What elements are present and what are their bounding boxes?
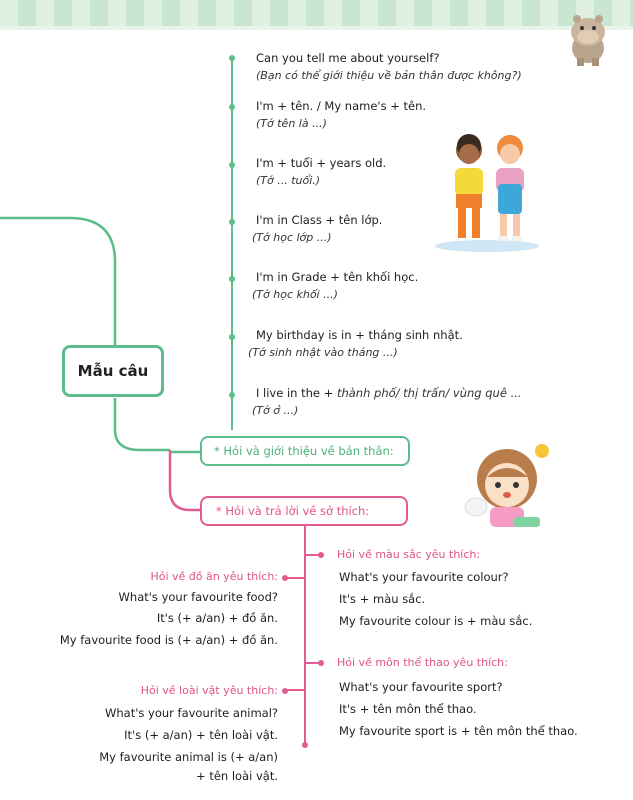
food-heading: Hỏi về đồ ăn yêu thích:	[150, 570, 278, 583]
intro-item-vi: (Bạn có thể giới thiệu về bản thân được không?)	[256, 69, 522, 82]
intro-branch-node	[200, 436, 410, 466]
sport-heading: Hỏi về môn thể thao yêu thích:	[337, 656, 508, 669]
girl-illustration	[462, 437, 557, 532]
animal-line: My favourite animal is (+ a/an)	[99, 750, 278, 764]
root-left-connector	[0, 218, 115, 345]
bullet-dot	[318, 660, 324, 666]
colour-line: What's your favourite colour?	[339, 570, 509, 584]
sport-line: What's your favourite sport?	[339, 680, 503, 694]
bullet-dot	[282, 688, 288, 694]
kids-illustration	[432, 128, 542, 253]
colour-heading: Hỏi về màu sắc yêu thích:	[337, 548, 481, 561]
bullet-dot	[318, 552, 324, 558]
bullet-dot	[282, 575, 288, 581]
animal-line: It's (+ a/an) + tên loài vật.	[124, 728, 278, 742]
bullet-dot	[229, 104, 235, 110]
food-line: What's your favourite food?	[118, 590, 278, 604]
colour-line: It's + màu sắc.	[339, 592, 426, 606]
sport-line: It's + tên môn thể thao.	[339, 702, 477, 716]
bullet-dot	[229, 219, 235, 225]
intro-item-en: I'm + tuổi + years old.	[256, 156, 387, 170]
intro-item-en: My birthday is in + tháng sinh nhật.	[256, 328, 463, 342]
intro-item-en-vi: thành phố/ thị trấn/ vùng quê ...	[336, 386, 522, 400]
intro-item-vi: (Tớ tên là ...)	[256, 117, 327, 130]
intro-item-vi: (Tớ ... tuổi.)	[256, 174, 321, 187]
colour-line: My favourite colour is + màu sắc.	[339, 614, 533, 628]
intro-item-vi: (Tớ học khối ...)	[252, 288, 338, 301]
intro-connector	[170, 450, 200, 452]
bullet-dot	[302, 742, 308, 748]
bullet-dot	[229, 276, 235, 282]
animal-line: + tên loài vật.	[196, 769, 278, 783]
hobby-branch-node	[200, 496, 408, 526]
intro-item-en: Can you tell me about yourself?	[256, 51, 440, 65]
food-line: My favourite food is (+ a/an) + đồ ăn.	[59, 633, 278, 647]
intro-item-en: I'm + tên. / My name's + tên.	[256, 99, 427, 113]
animal-line: What's your favourite animal?	[104, 706, 278, 720]
animal-heading: Hỏi về loài vật yêu thích:	[140, 684, 278, 697]
hobby-connector	[170, 450, 200, 510]
food-line: It's (+ a/an) + đồ ăn.	[156, 611, 278, 625]
root-node	[62, 345, 164, 397]
intro-item-en: I'm in Class + tên lớp.	[256, 213, 383, 227]
intro-item-en: I'm in Grade + tên khối học.	[256, 270, 419, 284]
root-title: Mẫu câu	[77, 362, 149, 380]
intro-item-vi: (Tớ học lớp ...)	[252, 231, 332, 244]
bullet-dot	[229, 334, 235, 340]
sport-line: My favourite sport is + tên môn thể thao.	[339, 724, 578, 738]
bullet-dot	[229, 55, 235, 61]
intro-item-vi: (Tớ ở ...)	[252, 404, 299, 417]
root-to-branch-connector	[115, 398, 170, 450]
intro-item-en-prefix: I live in the +	[256, 386, 337, 400]
bullet-dot	[229, 162, 235, 168]
intro-branch-label: * Hỏi và giới thiệu về bản thân:	[214, 444, 394, 458]
bullet-dot	[229, 392, 235, 398]
hobby-branch-label: * Hỏi và trả lời về sở thích:	[216, 504, 370, 518]
intro-item-en	[256, 386, 522, 400]
hippo-illustration	[563, 10, 613, 66]
intro-item-vi: (Tớ sinh nhật vào tháng ...)	[248, 346, 398, 359]
